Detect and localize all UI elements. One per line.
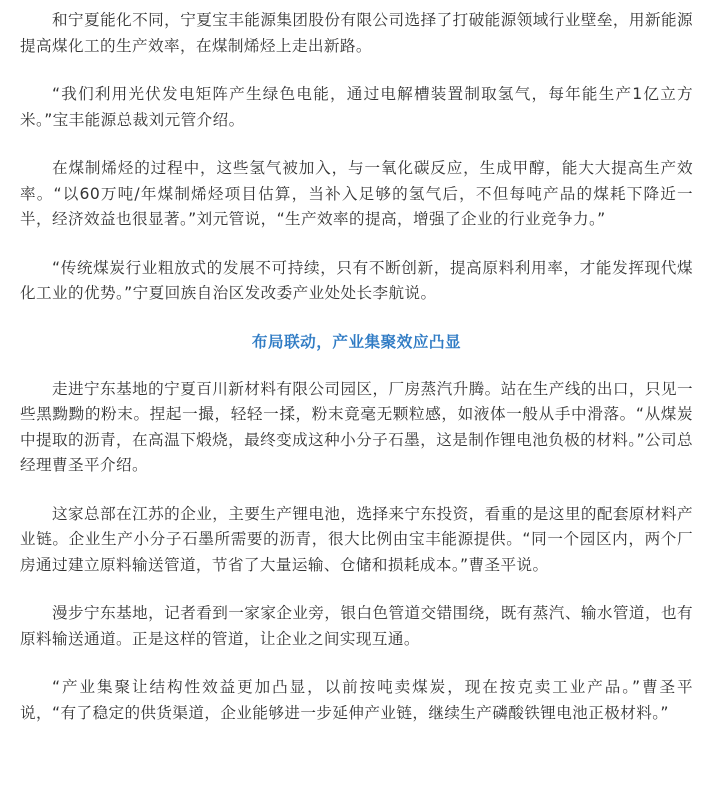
paragraph-industry-cluster: “产业集聚让结构性效益更加凸显，以前按吨卖煤炭，现在按克卖工业产品。”曹圣平说，“有了稳定的供货渠道，企业能够进一步延伸产业链，继续生产磷酸铁锂电池正极材料。” — [20, 678, 693, 722]
paragraph-jiangsu-company: 这家总部在江苏的企业，主要生产锂电池，选择来宁东投资，看重的是这里的配套原材料产业链。企业生产小分子石墨所需要的沥青，很大比例由宝丰能源提供。“同一个园区内，两个厂房通过建立原料输送管道，节省了大量运输、仓储和损耗成本。”曹圣平说。 — [20, 504, 693, 574]
section-heading: 布局联动，产业集聚效应凸显 — [251, 332, 462, 351]
paragraph-ningxia-energy: 和宁夏能化不同，宁夏宝丰能源集团股份有限公司选择了打破能源领域行业壁垒，用新能源提高煤化工的生产效率，在煤制烯烃上走出新路。 — [20, 11, 693, 55]
paragraph-traditional-coal: “传统煤炭行业粗放式的发展不可持续，只有不断创新，提高原料利用率，才能发挥现代煤化工业的优势。”宁夏回族自治区发改委产业处处长李航说。 — [20, 258, 693, 302]
paragraph-coal-to-olefin: 在煤制烯烃的过程中，这些氢气被加入，与一氧化碳反应，生成甲醇，能大大提高生产效率。“以60万吨/年煤制烯烃项目估算，当补入足够的氢气后，不但每吨产品的煤耗下降近一半，经济效益也很显著。”刘元管说，“生产效率的提高，增强了企业的行业竞争力。” — [20, 159, 693, 228]
paragraph-hydrogen-quote: “我们利用光伏发电矩阵产生绿色电能，通过电解槽装置制取氢气，每年能生产1亿立方米。”宝丰能源总裁刘元管介绍。 — [20, 85, 693, 129]
paragraph-pipelines: 漫步宁东基地，记者看到一家家企业旁，银白色管道交错围绕，既有蒸汽、输水管道，也有原料输送通道。正是这样的管道，让企业之间实现互通。 — [20, 604, 693, 648]
paragraph-baichuan-park: 走进宁东基地的宁夏百川新材料有限公司园区，厂房蒸汽升腾。站在生产线的出口，只见一些黑黝黝的粉末。捏起一撮，轻轻一揉，粉末竟毫无颗粒感，如液体一般从手中滑落。“从煤炭中提取的沥青，在高温下煅烧，最终变成这种小分子石墨，这是制作锂电池负极的材料。”公司总经理曹圣平介绍。 — [20, 379, 693, 474]
